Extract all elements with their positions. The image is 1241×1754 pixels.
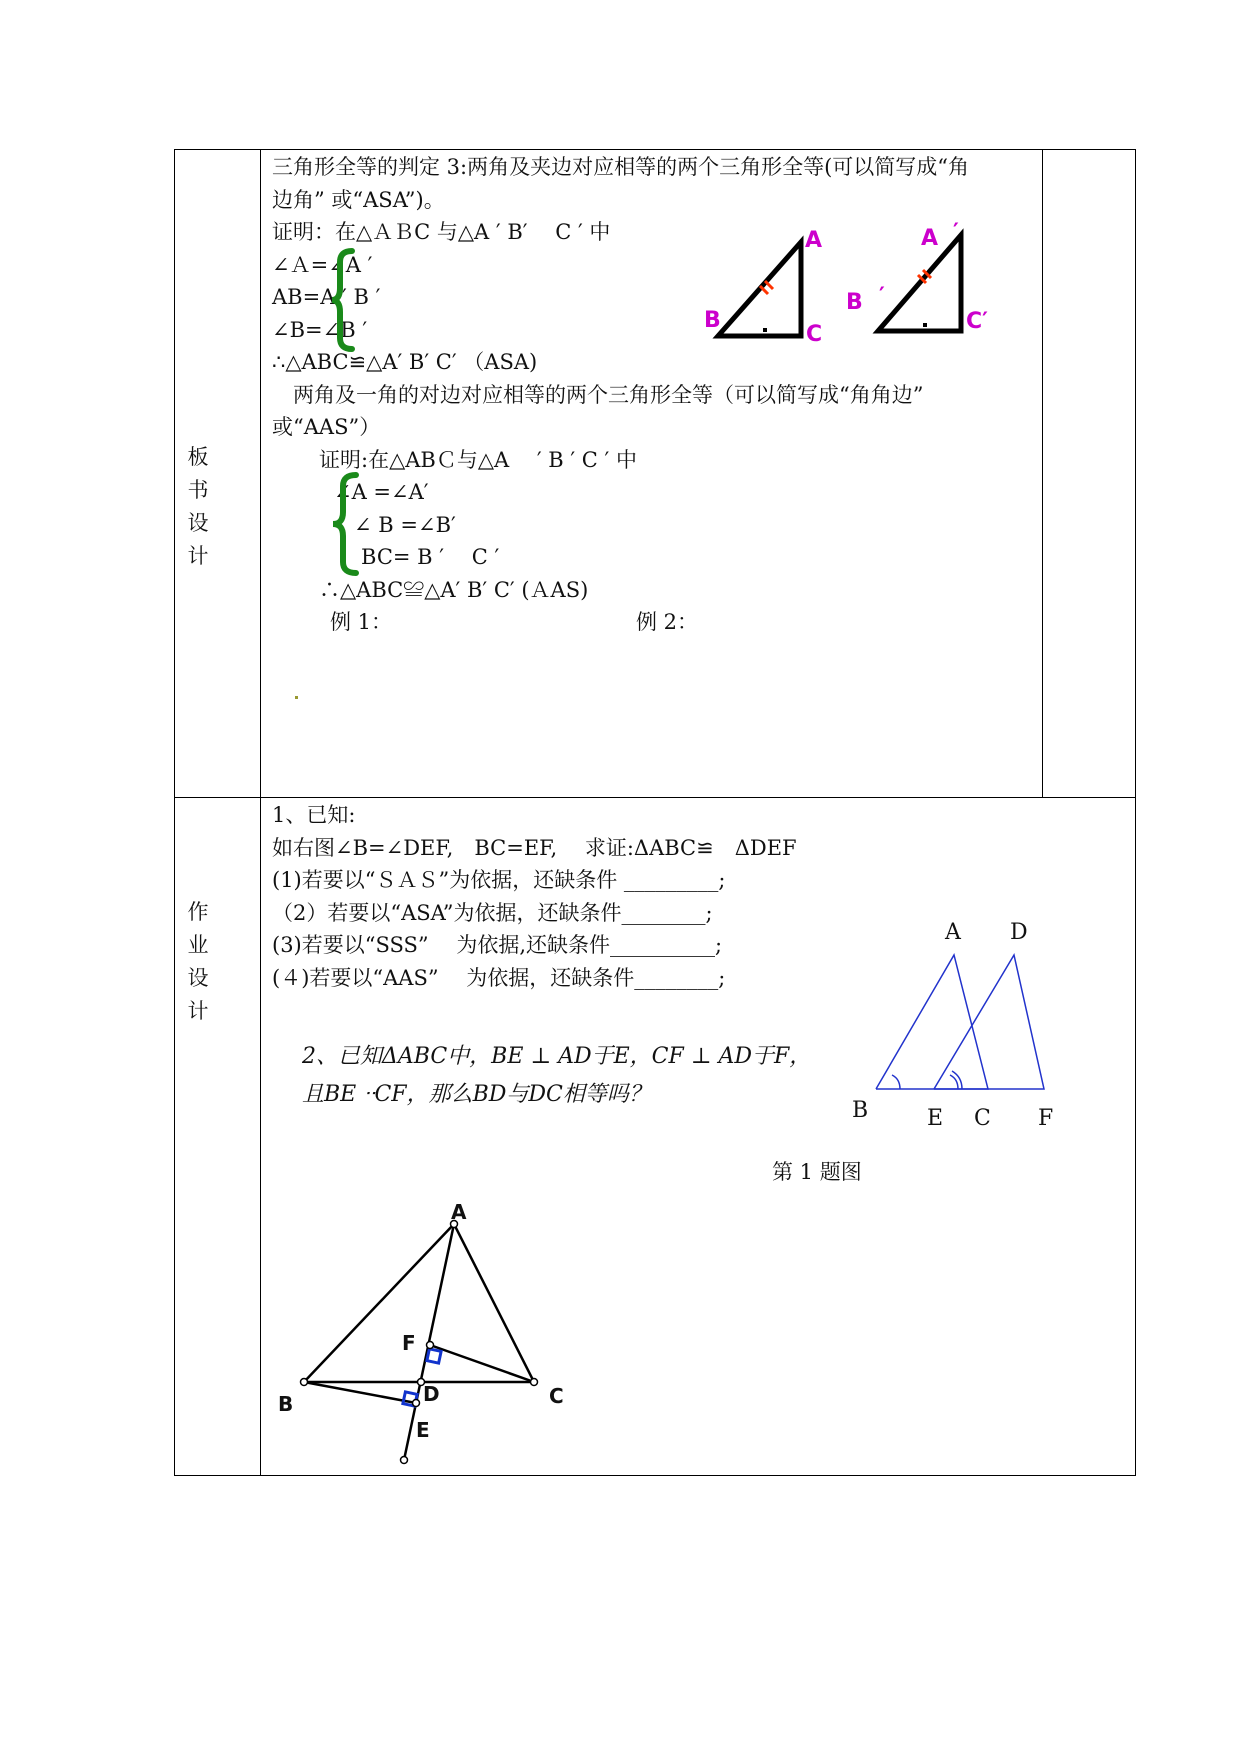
a-prime-mark: ′ [953, 220, 959, 245]
asa-condition-side-ab: AB=A ′ B ′ [272, 285, 381, 309]
q1-part2-asa: （2）若要以“ASA”为依据，还缺条件________; [272, 901, 713, 925]
fig1-point-c: C [974, 1106, 991, 1131]
label-char: 作 [187, 900, 209, 924]
q2-line2: 且BE ᐧᐧCF，那么BD与DC相等吗？ [302, 1082, 651, 1107]
point-a-label: A [805, 228, 823, 253]
point-b-prime-label: B [846, 290, 863, 315]
fig2-point-d: D [423, 1382, 440, 1406]
stray-dot [295, 696, 298, 699]
fig2-point-b: B [278, 1392, 294, 1416]
aas-theorem-line2: 或“AAS”） [272, 415, 381, 439]
aas-theorem-line1: 两角及一角的对边对应相等的两个三角形全等（可以简写成“角角边” [272, 383, 924, 407]
figure-1-caption: 第 1 题图 [772, 1160, 862, 1184]
point-c-prime-label: C′ [966, 309, 988, 334]
fig2-point-c: C [549, 1384, 564, 1408]
asa-conclusion: ∴△ABC≌△A′ B′ C′ （ASA) [272, 350, 538, 374]
label-char: 书 [187, 478, 209, 502]
aas-proof-intro: 证明:在△ABＣ与△A ′ B ′ C ′ 中 [319, 448, 637, 472]
fig1-point-b: B [852, 1098, 869, 1123]
asa-condition-angle-b: ∠B=∠B ′ [272, 318, 368, 342]
brace-asa-icon [330, 248, 360, 352]
q1-part1-sas: (1)若要以“ＳＡＳ”为依据，还缺条件 _________; [272, 868, 726, 892]
aas-conclusion: ∴△ABC≌△A′ B′ C′ (ＡAS) [319, 578, 589, 602]
fig1-point-d: D [1010, 920, 1028, 945]
q1-part4-aas: (４)若要以“AAS” 为依据，还缺条件________; [272, 966, 726, 990]
point-a-prime-label: A [921, 226, 939, 251]
q1-part3-sss: (3)若要以“SSS” 为依据,还缺条件__________; [272, 933, 723, 957]
label-char: 计 [187, 999, 209, 1023]
asa-theorem-line1: 三角形全等的判定 3:两角及夹边对应相等的两个三角形全等(可以简写成“角 [272, 155, 970, 179]
asa-condition-angle-a: ∠Ａ=∠A ′ [272, 253, 373, 277]
aas-condition-angle-a: ∠A =∠A′ [334, 480, 429, 504]
fig2-point-a: A [451, 1200, 467, 1224]
fig1-point-f: F [1038, 1106, 1054, 1131]
q2-line1: 2、已知ΔABC中，BE ⊥ AD于E，CF ⊥ AD于F， [302, 1044, 812, 1069]
point-b-label: B [704, 308, 721, 333]
fig2-point-e: E [416, 1418, 430, 1442]
asa-theorem-line2: 边角” 或“ASA”)。 [272, 188, 445, 212]
label-char: 板 [187, 445, 209, 469]
label-char: 设 [187, 966, 209, 990]
fig2-point-f: F [402, 1331, 416, 1355]
fig1-point-a: A [945, 920, 961, 945]
point-c-label: C [806, 322, 823, 347]
label-char: 业 [187, 933, 209, 957]
example-1-label: 例 1： [330, 610, 393, 634]
label-char: 计 [187, 544, 209, 568]
asa-proof-intro: 证明：在△ＡＢC 与△A ′ B′ C ′ 中 [272, 220, 611, 244]
figure-1-triangles [860, 935, 1060, 1105]
aas-condition-side-bc: BC= B ′ C ′ [361, 545, 500, 569]
fig1-point-e: E [927, 1106, 944, 1131]
q1-heading: 1、已知: [272, 803, 356, 827]
figure-2-diagram [280, 1200, 580, 1470]
aas-condition-angle-b: ∠ B =∠B′ [354, 513, 456, 537]
label-char: 设 [187, 511, 209, 535]
example-2-label: 例 2： [636, 610, 699, 634]
b-prime-mark: ′ [879, 284, 885, 309]
brace-aas-icon [330, 472, 364, 576]
q1-given: 如右图∠B=∠DEF, BC=EF, 求证:ΔABC≌ ΔDEF [272, 836, 797, 860]
